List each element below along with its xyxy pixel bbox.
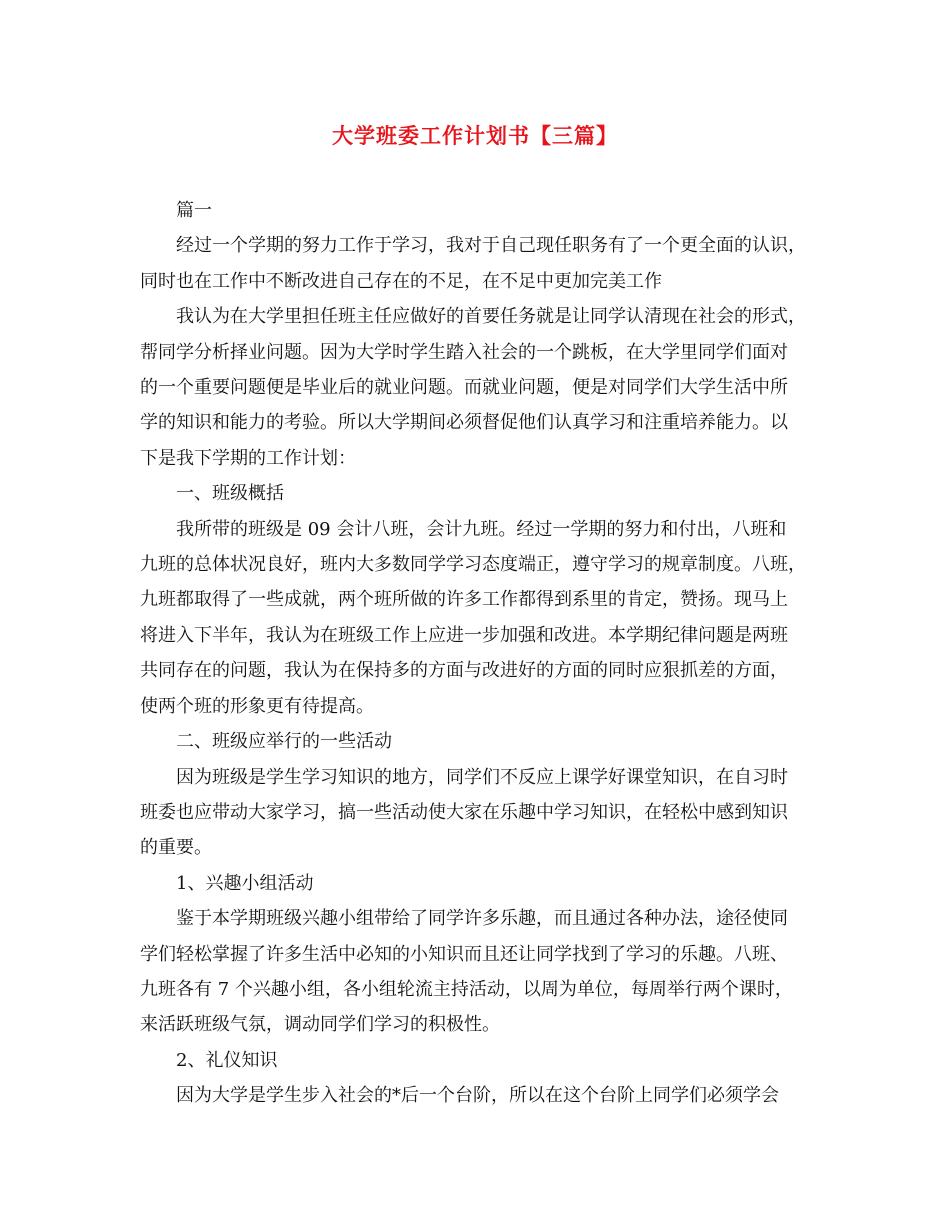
paragraph-line: 九班的总体状况良好，班内大多数同学学习态度端正，遵守学习的规章制度。八班， — [140, 554, 806, 576]
document-title: 大学班委工作计划书【三篇】 — [332, 123, 618, 148]
paragraph — [140, 1078, 830, 1113]
paragraph — [140, 724, 830, 759]
paragraph-line: 的一个重要问题便是毕业后的就业问题。而就业问题，便是对同学们大学生活中所 — [140, 377, 788, 399]
paragraph — [140, 760, 830, 866]
paragraph — [140, 1043, 830, 1078]
paragraph-line: 来活跃班级气氛，调动同学们学习的积极性。 — [140, 1014, 500, 1036]
paragraph — [140, 476, 830, 511]
paragraph-line: 共同存在的问题，我认为在保持多的方面与改进好的方面的同时应狠抓差的方面， — [140, 660, 788, 682]
paragraph-line: 我所带的班级是 09 会计八班，会计九班。经过一学期的努力和付出，八班和 — [176, 518, 787, 540]
paragraph-line: 1、兴趣小组活动 — [176, 872, 314, 894]
paragraph — [140, 512, 830, 724]
paragraph-line: 九班都取得了一些成就，两个班所做的许多工作都得到系里的肯定，赞扬。现马上 — [140, 589, 788, 611]
paragraph-line: 九班各有 7 个兴趣小组，各小组轮流主持活动，以周为单位，每周举行两个课时， — [140, 978, 793, 1000]
paragraph-line: 经过一个学期的努力工作于学习，我对于自己现任职务有了一个更全面的认识， — [176, 235, 806, 257]
paragraph-line: 使两个班的形象更有待提高。 — [140, 695, 374, 717]
paragraph-line: 同时也在工作中不断改进自己存在的不足，在不足中更加完美工作 — [140, 270, 662, 292]
paragraph-line: 将进入下半年，我认为在班级工作上应进一步加强和改进。本学期纪律问题是两班 — [140, 624, 788, 646]
paragraph — [140, 228, 830, 299]
paragraph-line: 二、班级应举行的一些活动 — [176, 731, 392, 753]
paragraph-line: 下是我下学期的工作计划： — [140, 447, 356, 469]
document-body — [140, 193, 830, 1114]
paragraph-line: 班委也应带动大家学习，搞一些活动使大家在乐趣中学习知识，在轻松中感到知识 — [140, 801, 788, 823]
paragraph — [140, 299, 830, 476]
paragraph-line: 学们轻松掌握了许多生活中必知的小知识而且还让同学找到了学习的乐趣。八班、 — [140, 943, 788, 965]
paragraph-line: 帮同学分析择业问题。因为大学时学生踏入社会的一个跳板，在大学里同学们面对 — [140, 341, 788, 363]
paragraph — [140, 193, 830, 228]
paragraph-line: 鉴于本学期班级兴趣小组带给了同学许多乐趣，而且通过各种办法，途径使同 — [176, 908, 788, 930]
paragraph — [140, 866, 830, 901]
paragraph-line: 因为班级是学生学习知识的地方，同学们不反应上课学好课堂知识，在自习时 — [176, 766, 788, 788]
paragraph-line: 2、礼仪知识 — [176, 1049, 278, 1071]
paragraph-line: 篇一 — [176, 200, 212, 221]
paragraph-line: 一、班级概括 — [176, 483, 284, 505]
paragraph-line: 的重要。 — [140, 837, 212, 859]
paragraph — [140, 901, 830, 1043]
paragraph-line: 我认为在大学里担任班主任应做好的首要任务就是让同学认清现在社会的形式， — [176, 306, 806, 328]
paragraph-line: 学的知识和能力的考验。所以大学期间必须督促他们认真学习和注重培养能力。以 — [140, 412, 788, 434]
paragraph-line: 因为大学是学生步入社会的*后一个台阶，所以在这个台阶上同学们必须学会 — [176, 1085, 779, 1107]
